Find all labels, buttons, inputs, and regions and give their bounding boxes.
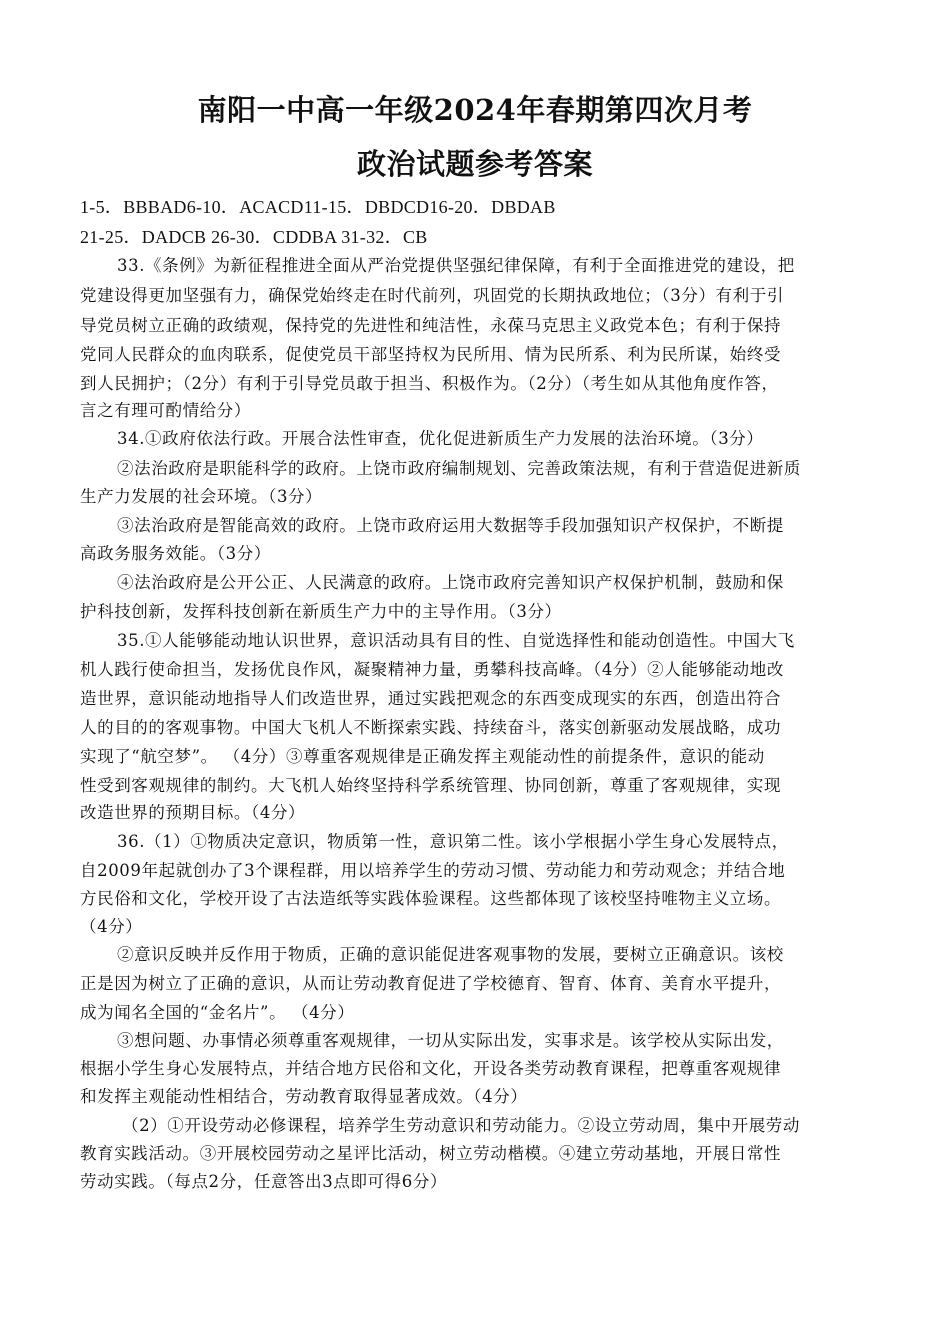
q36-line-2: 自2009年起就创办了3个课程群，用以培养学生的劳动习惯、劳动能力和劳动观念；并结合地 bbox=[80, 861, 786, 880]
q36-line-13: 劳动实践。（每点2分，任意答出3点即可得6分） bbox=[80, 1172, 448, 1191]
q36-line-1: 36.（1）①物质决定意识，物质第一性，意识第二性。该小学根据小学生身心发展特点， bbox=[117, 832, 789, 851]
page-title: 南阳一中高一年级2024年春期第四次月考 bbox=[197, 93, 753, 127]
q36-line-10: 和发挥主观能动性相结合，劳动教育取得显著成效。（4分） bbox=[80, 1087, 528, 1106]
q33-line-4: 党同人民群众的血肉联系，促使党员干部坚持权为民所用、情为民所系、利为民所谋，始终受 bbox=[80, 345, 782, 364]
q33-line-1: 33.《条例》为新征程推进全面从严治党提供坚强纪律保障，有利于全面推进党的建设，把 bbox=[117, 256, 795, 275]
q36-line-11: （2）①开设劳动必修课程，培养学生劳动意识和劳动能力。②设立劳动周，集中开展劳动 bbox=[122, 1116, 800, 1135]
q35-line-3: 造世界，意识能动地指导人们改造世界，通过实践把观念的东西变成现实的东西，创造出符合 bbox=[80, 689, 782, 708]
choice-answers-line-2: 21-25．DADCB 26-30．CDDBA 31-32．CB bbox=[80, 227, 428, 247]
q36-line-7: 成为闻名全国的“金名片”。 （4分） bbox=[80, 1003, 355, 1022]
q35-line-4: 人的目的的客观事物。中国大飞机人不断探索实践、持续奋斗，落实创新驱动发展战略，成功 bbox=[80, 718, 782, 737]
q36-line-9: 根据小学生身心发展特点，并结合地方民俗和文化，开设各类劳动教育课程，把尊重客观规律 bbox=[80, 1059, 782, 1078]
q34-line-7: 护科技创新，发挥科技创新在新质生产力中的主导作用。（3分） bbox=[80, 602, 562, 621]
q36-line-4: （4分） bbox=[80, 917, 143, 936]
q33-line-2: 党建设得更加坚强有力，确保党始终走在时代前列，巩固党的长期执政地位；（3分）有利于引 bbox=[80, 286, 784, 305]
page-subtitle: 政治试题参考答案 bbox=[356, 147, 593, 181]
q33-line-6: 言之有理可酌情给分） bbox=[80, 401, 251, 420]
q33-line-3: 导党员树立正确的政绩观，保持党的先进性和纯洁性，永葆马克思主义政党本色；有利于保持 bbox=[80, 316, 782, 335]
q34-line-2: ②法治政府是职能科学的政府。上饶市政府编制规划、完善政策法规，有利于营造促进新质 bbox=[117, 459, 801, 478]
choice-answers-line-1: 1-5．BBBAD6-10．ACACD11-15．DBDCD16-20．DBDAB bbox=[80, 197, 556, 217]
q34-line-6: ④法治政府是公开公正、人民满意的政府。上饶市政府完善知识产权保护机制，鼓励和保 bbox=[117, 573, 784, 592]
q35-line-6: 性受到客观规律的制约。大飞机人始终坚持科学系统管理、协同创新，尊重了客观规律，实现 bbox=[80, 776, 782, 795]
q36-line-6: 正是因为树立了正确的意识，从而让劳动教育促进了学校德育、智育、体育、美育水平提升， bbox=[80, 974, 782, 993]
q33-line-5: 到人民拥护；（2分）有利于引导党员敢于担当、积极作为。（2分）（考生如从其他角度作答， bbox=[80, 374, 779, 393]
q35-line-2: 机人践行使命担当，发扬优良作风，凝聚精神力量，勇攀科技高峰。（4分）②人能够能动地改 bbox=[80, 660, 784, 679]
q36-line-12: 教育实践活动。③开展校园劳动之星评比活动，树立劳动楷模。④建立劳动基地，开展日常性 bbox=[80, 1144, 782, 1163]
q34-line-1: 34.①政府依法行政。开展合法性审查，优化促进新质生产力发展的法治环境。（3分） bbox=[117, 429, 764, 448]
q36-line-8: ③想问题、办事情必须尊重客观规律，一切从实际出发，实事求是。该学校从实际出发， bbox=[117, 1031, 784, 1050]
q34-line-3: 生产力发展的社会环境。（3分） bbox=[80, 487, 323, 506]
q36-line-5: ②意识反映并反作用于物质，正确的意识能促进客观事物的发展，要树立正确意识。该校 bbox=[117, 945, 784, 964]
q35-line-7: 改造世界的预期目标。（4分） bbox=[80, 803, 306, 822]
q35-line-1: 35.①人能够能动地认识世界，意识活动具有目的性、自觉选择性和能动创造性。中国大飞 bbox=[117, 631, 795, 650]
q36-line-3: 方民俗和文化，学校开设了古法造纸等实践体验课程。这些都体现了该校坚持唯物主义立场。 bbox=[80, 889, 782, 908]
q34-line-4: ③法治政府是智能高效的政府。上饶市政府运用大数据等手段加强知识产权保护，不断提 bbox=[117, 516, 784, 535]
q34-line-5: 高政务服务效能。（3分） bbox=[80, 544, 271, 563]
q35-line-5: 实现了“航空梦”。 （4分）③尊重客观规律是正确发挥主观能动性的前提条件，意识的能动 bbox=[80, 747, 765, 766]
